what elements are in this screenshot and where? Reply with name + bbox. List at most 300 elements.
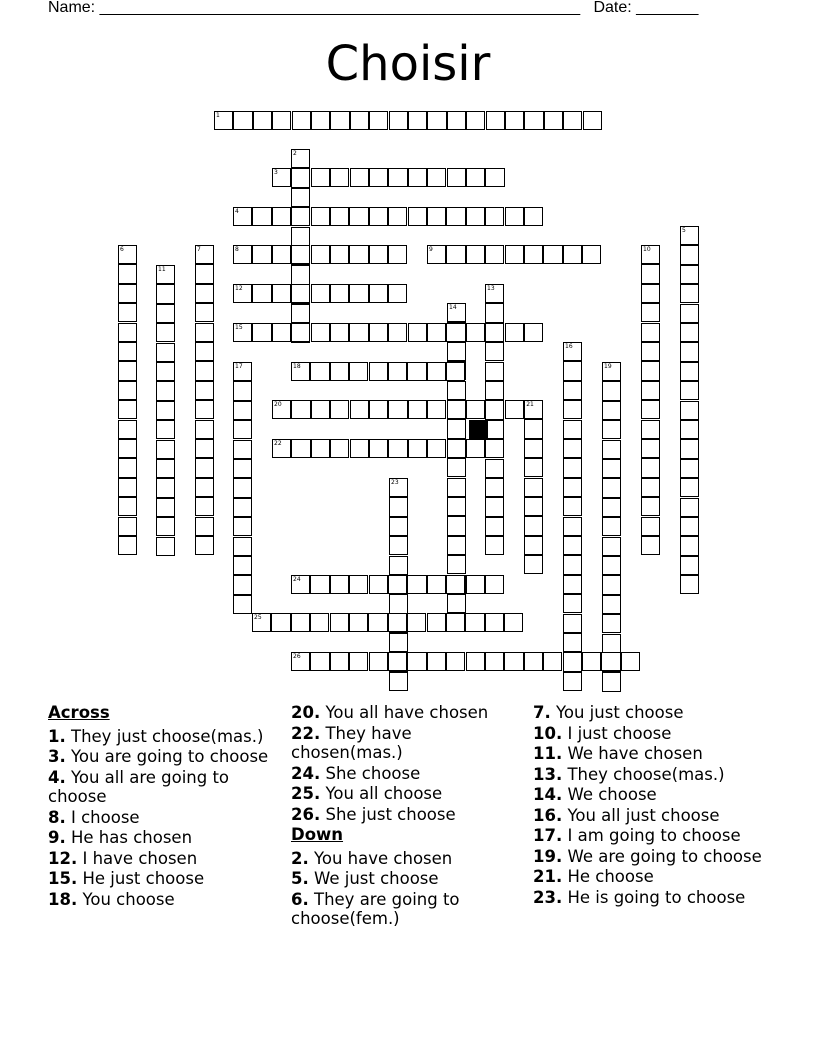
grid-cell[interactable] bbox=[118, 497, 137, 516]
grid-cell[interactable] bbox=[602, 537, 621, 556]
grid-cell[interactable] bbox=[349, 575, 368, 594]
grid-cell[interactable] bbox=[350, 168, 369, 187]
grid-cell[interactable] bbox=[389, 517, 408, 536]
grid-cell[interactable] bbox=[291, 284, 310, 303]
grid-cell[interactable] bbox=[408, 439, 427, 458]
grid-cell[interactable] bbox=[272, 245, 291, 264]
grid-cell[interactable] bbox=[252, 323, 271, 342]
grid-cell[interactable] bbox=[446, 245, 465, 264]
grid-cell[interactable] bbox=[485, 575, 504, 594]
grid-cell[interactable] bbox=[641, 245, 660, 264]
grid-cell[interactable] bbox=[311, 111, 330, 130]
grid-cell[interactable] bbox=[311, 323, 330, 342]
grid-cell[interactable] bbox=[524, 478, 543, 497]
grid-cell[interactable] bbox=[407, 362, 426, 381]
grid-cell[interactable] bbox=[524, 111, 543, 130]
grid-cell[interactable] bbox=[408, 111, 427, 130]
grid-cell[interactable] bbox=[680, 420, 699, 439]
grid-cell[interactable] bbox=[563, 478, 582, 497]
grid-cell[interactable] bbox=[388, 207, 407, 226]
grid-cell[interactable] bbox=[641, 478, 660, 497]
grid-cell[interactable] bbox=[602, 381, 621, 400]
grid-cell[interactable] bbox=[602, 420, 621, 439]
grid-cell[interactable] bbox=[311, 245, 330, 264]
grid-cell[interactable] bbox=[641, 381, 660, 400]
grid-cell[interactable] bbox=[641, 400, 660, 419]
grid-cell[interactable] bbox=[427, 652, 446, 671]
grid-cell[interactable] bbox=[524, 458, 543, 477]
grid-cell[interactable] bbox=[156, 459, 175, 478]
grid-cell[interactable] bbox=[447, 419, 466, 438]
grid-cell[interactable] bbox=[407, 652, 426, 671]
grid-cell[interactable] bbox=[447, 497, 466, 516]
grid-cell[interactable] bbox=[466, 439, 485, 458]
grid-cell[interactable] bbox=[680, 304, 699, 323]
grid-cell[interactable] bbox=[505, 245, 524, 264]
grid-cell[interactable] bbox=[156, 440, 175, 459]
grid-cell[interactable] bbox=[271, 613, 290, 632]
grid-cell[interactable] bbox=[389, 111, 408, 130]
grid-cell[interactable] bbox=[602, 595, 621, 614]
grid-cell[interactable] bbox=[195, 264, 214, 283]
grid-cell[interactable] bbox=[369, 652, 388, 671]
grid-cell[interactable] bbox=[389, 633, 408, 652]
date-blank[interactable]: _______ bbox=[636, 0, 699, 16]
grid-cell[interactable] bbox=[446, 323, 465, 342]
grid-cell[interactable] bbox=[233, 284, 252, 303]
grid-cell[interactable] bbox=[447, 381, 466, 400]
grid-cell[interactable] bbox=[602, 575, 621, 594]
grid-cell[interactable] bbox=[466, 245, 485, 264]
grid-cell[interactable] bbox=[118, 284, 137, 303]
grid-cell[interactable] bbox=[485, 323, 504, 342]
grid-cell[interactable] bbox=[330, 207, 349, 226]
grid-cell[interactable] bbox=[195, 245, 214, 264]
grid-cell[interactable] bbox=[330, 575, 349, 594]
grid-cell[interactable] bbox=[505, 111, 524, 130]
grid-cell[interactable] bbox=[388, 575, 407, 594]
grid-cell[interactable] bbox=[156, 478, 175, 497]
grid-cell[interactable] bbox=[602, 401, 621, 420]
grid-cell[interactable] bbox=[447, 478, 466, 497]
name-blank[interactable]: ______________________________________________________ bbox=[99, 0, 581, 16]
grid-cell[interactable] bbox=[291, 439, 310, 458]
grid-cell[interactable] bbox=[330, 652, 349, 671]
grid-cell[interactable] bbox=[446, 362, 465, 381]
grid-cell[interactable] bbox=[369, 362, 388, 381]
grid-cell[interactable] bbox=[389, 594, 408, 613]
grid-cell[interactable] bbox=[233, 440, 252, 459]
grid-cell[interactable] bbox=[447, 516, 466, 535]
grid-cell[interactable] bbox=[505, 400, 524, 419]
grid-cell[interactable] bbox=[641, 420, 660, 439]
grid-cell[interactable] bbox=[156, 362, 175, 381]
grid-cell[interactable] bbox=[680, 439, 699, 458]
grid-cell[interactable] bbox=[641, 361, 660, 380]
grid-cell[interactable] bbox=[447, 594, 466, 613]
grid-cell[interactable] bbox=[349, 613, 368, 632]
grid-cell[interactable] bbox=[680, 342, 699, 361]
grid-cell[interactable] bbox=[641, 458, 660, 477]
grid-cell[interactable] bbox=[330, 323, 349, 342]
grid-cell[interactable] bbox=[447, 342, 466, 361]
grid-cell[interactable] bbox=[641, 517, 660, 536]
grid-cell[interactable] bbox=[388, 652, 407, 671]
grid-cell[interactable] bbox=[602, 498, 621, 517]
grid-cell[interactable] bbox=[485, 303, 504, 322]
grid-cell[interactable] bbox=[641, 342, 660, 361]
grid-cell[interactable] bbox=[388, 323, 407, 342]
grid-cell[interactable] bbox=[389, 556, 408, 575]
grid-cell[interactable] bbox=[680, 575, 699, 594]
grid-cell[interactable] bbox=[601, 652, 620, 671]
grid-cell[interactable] bbox=[291, 613, 310, 632]
grid-cell[interactable] bbox=[680, 245, 699, 264]
grid-cell[interactable] bbox=[485, 381, 504, 400]
grid-cell[interactable] bbox=[369, 284, 388, 303]
grid-cell[interactable] bbox=[602, 362, 621, 381]
grid-cell[interactable] bbox=[252, 245, 271, 264]
grid-cell[interactable] bbox=[602, 478, 621, 497]
grid-cell[interactable] bbox=[485, 439, 504, 458]
grid-cell[interactable] bbox=[427, 362, 446, 381]
grid-cell[interactable] bbox=[563, 439, 582, 458]
grid-cell[interactable] bbox=[118, 323, 137, 342]
grid-cell[interactable] bbox=[156, 401, 175, 420]
grid-cell[interactable] bbox=[350, 400, 369, 419]
grid-cell[interactable] bbox=[543, 652, 562, 671]
grid-cell[interactable] bbox=[427, 439, 446, 458]
grid-cell[interactable] bbox=[253, 111, 272, 130]
grid-cell[interactable] bbox=[524, 497, 543, 516]
grid-cell[interactable] bbox=[641, 439, 660, 458]
grid-cell[interactable] bbox=[195, 400, 214, 419]
grid-cell[interactable] bbox=[485, 652, 504, 671]
grid-cell[interactable] bbox=[349, 284, 368, 303]
grid-cell[interactable] bbox=[563, 536, 582, 555]
grid-cell[interactable] bbox=[349, 207, 368, 226]
grid-cell[interactable] bbox=[680, 226, 699, 245]
grid-cell[interactable] bbox=[311, 168, 330, 187]
grid-cell[interactable] bbox=[118, 439, 137, 458]
grid-cell[interactable] bbox=[602, 517, 621, 536]
grid-cell[interactable] bbox=[680, 517, 699, 536]
grid-cell[interactable] bbox=[544, 111, 563, 130]
grid-cell[interactable] bbox=[446, 207, 465, 226]
grid-cell[interactable] bbox=[349, 362, 368, 381]
grid-cell[interactable] bbox=[330, 284, 349, 303]
grid-cell[interactable] bbox=[563, 342, 582, 361]
grid-cell[interactable] bbox=[466, 168, 485, 187]
grid-cell[interactable] bbox=[485, 613, 504, 632]
grid-cell[interactable] bbox=[233, 401, 252, 420]
grid-cell[interactable] bbox=[195, 517, 214, 536]
grid-cell[interactable] bbox=[195, 536, 214, 555]
grid-cell[interactable] bbox=[485, 517, 504, 536]
grid-cell[interactable] bbox=[447, 111, 466, 130]
grid-cell[interactable] bbox=[195, 342, 214, 361]
grid-cell[interactable] bbox=[641, 303, 660, 322]
grid-cell[interactable] bbox=[427, 323, 446, 342]
grid-cell[interactable] bbox=[233, 420, 252, 439]
grid-cell[interactable] bbox=[602, 634, 621, 653]
grid-cell[interactable] bbox=[310, 613, 329, 632]
grid-cell[interactable] bbox=[195, 458, 214, 477]
grid-cell[interactable] bbox=[272, 284, 291, 303]
grid-cell[interactable] bbox=[524, 536, 543, 555]
grid-cell[interactable] bbox=[349, 652, 368, 671]
grid-cell[interactable] bbox=[156, 323, 175, 342]
grid-cell[interactable] bbox=[621, 652, 640, 671]
grid-cell[interactable] bbox=[349, 245, 368, 264]
grid-cell[interactable] bbox=[427, 400, 446, 419]
grid-cell[interactable] bbox=[330, 168, 349, 187]
grid-cell[interactable] bbox=[291, 245, 310, 264]
grid-cell[interactable] bbox=[680, 401, 699, 420]
grid-cell[interactable] bbox=[214, 111, 233, 130]
grid-cell[interactable] bbox=[486, 111, 505, 130]
grid-cell[interactable] bbox=[156, 343, 175, 362]
grid-cell[interactable] bbox=[195, 284, 214, 303]
grid-cell[interactable] bbox=[563, 517, 582, 536]
grid-cell[interactable] bbox=[563, 633, 582, 652]
grid-cell[interactable] bbox=[582, 245, 601, 264]
grid-cell[interactable] bbox=[543, 245, 562, 264]
grid-cell[interactable] bbox=[330, 439, 349, 458]
grid-cell[interactable] bbox=[485, 497, 504, 516]
grid-cell[interactable] bbox=[291, 362, 310, 381]
grid-cell[interactable] bbox=[563, 458, 582, 477]
grid-cell[interactable] bbox=[641, 323, 660, 342]
grid-cell[interactable] bbox=[311, 207, 330, 226]
grid-cell[interactable] bbox=[466, 323, 485, 342]
grid-cell[interactable] bbox=[563, 672, 582, 691]
grid-cell[interactable] bbox=[447, 400, 466, 419]
grid-cell[interactable] bbox=[389, 497, 408, 516]
grid-cell[interactable] bbox=[680, 478, 699, 497]
grid-cell[interactable] bbox=[330, 400, 349, 419]
grid-cell[interactable] bbox=[504, 652, 523, 671]
grid-cell[interactable] bbox=[524, 516, 543, 535]
grid-cell[interactable] bbox=[563, 420, 582, 439]
grid-cell[interactable] bbox=[408, 168, 427, 187]
grid-cell[interactable] bbox=[330, 613, 349, 632]
grid-cell[interactable] bbox=[349, 323, 368, 342]
grid-cell[interactable] bbox=[156, 284, 175, 303]
grid-cell[interactable] bbox=[233, 498, 252, 517]
grid-cell[interactable] bbox=[427, 245, 446, 264]
grid-cell[interactable] bbox=[602, 672, 621, 691]
grid-cell[interactable] bbox=[505, 207, 524, 226]
grid-cell[interactable] bbox=[524, 652, 543, 671]
grid-cell[interactable] bbox=[233, 381, 252, 400]
grid-cell[interactable] bbox=[389, 672, 408, 691]
grid-cell[interactable] bbox=[272, 439, 291, 458]
grid-cell[interactable] bbox=[291, 265, 310, 284]
grid-cell[interactable] bbox=[233, 207, 252, 226]
grid-cell[interactable] bbox=[388, 362, 407, 381]
grid-cell[interactable] bbox=[563, 555, 582, 574]
grid-cell[interactable] bbox=[427, 207, 446, 226]
grid-cell[interactable] bbox=[233, 459, 252, 478]
grid-cell[interactable] bbox=[485, 284, 504, 303]
grid-cell[interactable] bbox=[388, 284, 407, 303]
grid-cell[interactable] bbox=[272, 168, 291, 187]
grid-cell[interactable] bbox=[156, 517, 175, 536]
grid-cell[interactable] bbox=[408, 400, 427, 419]
grid-cell[interactable] bbox=[195, 439, 214, 458]
grid-cell[interactable] bbox=[252, 284, 271, 303]
grid-cell[interactable] bbox=[447, 439, 466, 458]
grid-cell[interactable] bbox=[524, 323, 543, 342]
grid-cell[interactable] bbox=[485, 342, 504, 361]
grid-cell[interactable] bbox=[680, 498, 699, 517]
grid-cell[interactable] bbox=[446, 613, 465, 632]
grid-cell[interactable] bbox=[680, 265, 699, 284]
grid-cell[interactable] bbox=[563, 111, 582, 130]
grid-cell[interactable] bbox=[330, 245, 349, 264]
grid-cell[interactable] bbox=[311, 439, 330, 458]
grid-cell[interactable] bbox=[447, 303, 466, 322]
grid-cell[interactable] bbox=[118, 458, 137, 477]
grid-cell[interactable] bbox=[641, 284, 660, 303]
grid-cell[interactable] bbox=[680, 459, 699, 478]
grid-cell[interactable] bbox=[272, 323, 291, 342]
grid-cell[interactable] bbox=[291, 188, 310, 207]
grid-cell[interactable] bbox=[291, 227, 310, 246]
grid-cell[interactable] bbox=[563, 614, 582, 633]
grid-cell[interactable] bbox=[118, 361, 137, 380]
grid-cell[interactable] bbox=[233, 537, 252, 556]
grid-cell[interactable] bbox=[330, 362, 349, 381]
grid-cell[interactable] bbox=[350, 439, 369, 458]
grid-cell[interactable] bbox=[563, 575, 582, 594]
grid-cell[interactable] bbox=[485, 400, 504, 419]
grid-cell[interactable] bbox=[233, 362, 252, 381]
grid-cell[interactable] bbox=[368, 613, 387, 632]
grid-cell[interactable] bbox=[369, 168, 388, 187]
grid-cell[interactable] bbox=[156, 537, 175, 556]
grid-cell[interactable] bbox=[292, 111, 311, 130]
grid-cell[interactable] bbox=[195, 420, 214, 439]
grid-cell[interactable] bbox=[233, 323, 252, 342]
grid-cell[interactable] bbox=[118, 478, 137, 497]
grid-cell[interactable] bbox=[447, 458, 466, 477]
grid-cell[interactable] bbox=[427, 111, 446, 130]
grid-cell[interactable] bbox=[680, 323, 699, 342]
grid-cell[interactable] bbox=[389, 536, 408, 555]
grid-cell[interactable] bbox=[310, 575, 329, 594]
grid-cell[interactable] bbox=[118, 264, 137, 283]
grid-cell[interactable] bbox=[195, 303, 214, 322]
grid-cell[interactable] bbox=[330, 111, 349, 130]
grid-cell[interactable] bbox=[156, 265, 175, 284]
grid-cell[interactable] bbox=[369, 111, 388, 130]
grid-cell[interactable] bbox=[466, 207, 485, 226]
grid-cell[interactable] bbox=[563, 400, 582, 419]
grid-cell[interactable] bbox=[563, 245, 582, 264]
grid-cell[interactable] bbox=[524, 245, 543, 264]
grid-cell[interactable] bbox=[466, 400, 485, 419]
grid-cell[interactable] bbox=[602, 459, 621, 478]
grid-cell[interactable] bbox=[485, 168, 504, 187]
grid-cell[interactable] bbox=[407, 613, 426, 632]
grid-cell[interactable] bbox=[272, 400, 291, 419]
grid-cell[interactable] bbox=[195, 381, 214, 400]
grid-cell[interactable] bbox=[641, 536, 660, 555]
grid-cell[interactable] bbox=[447, 168, 466, 187]
grid-cell[interactable] bbox=[505, 323, 524, 342]
grid-cell[interactable] bbox=[446, 652, 465, 671]
grid-cell[interactable] bbox=[118, 420, 137, 439]
grid-cell[interactable] bbox=[389, 478, 408, 497]
grid-cell[interactable] bbox=[427, 168, 446, 187]
grid-cell[interactable] bbox=[563, 594, 582, 613]
grid-cell[interactable] bbox=[369, 575, 388, 594]
grid-cell[interactable] bbox=[563, 381, 582, 400]
grid-cell[interactable] bbox=[233, 111, 252, 130]
grid-cell[interactable] bbox=[233, 595, 252, 614]
grid-cell[interactable] bbox=[466, 575, 485, 594]
grid-cell[interactable] bbox=[485, 459, 504, 478]
grid-cell[interactable] bbox=[388, 245, 407, 264]
grid-cell[interactable] bbox=[388, 439, 407, 458]
grid-cell[interactable] bbox=[427, 575, 446, 594]
grid-cell[interactable] bbox=[350, 111, 369, 130]
grid-cell[interactable] bbox=[195, 478, 214, 497]
grid-cell[interactable] bbox=[156, 381, 175, 400]
grid-cell[interactable] bbox=[485, 362, 504, 381]
grid-cell[interactable] bbox=[446, 575, 465, 594]
grid-cell[interactable] bbox=[524, 207, 543, 226]
grid-cell[interactable] bbox=[388, 613, 407, 632]
grid-cell[interactable] bbox=[582, 652, 601, 671]
grid-cell[interactable] bbox=[311, 284, 330, 303]
grid-cell[interactable] bbox=[195, 497, 214, 516]
grid-cell[interactable] bbox=[602, 440, 621, 459]
grid-cell[interactable] bbox=[680, 284, 699, 303]
grid-cell[interactable] bbox=[466, 111, 485, 130]
grid-cell[interactable] bbox=[680, 556, 699, 575]
grid-cell[interactable] bbox=[118, 536, 137, 555]
grid-cell[interactable] bbox=[291, 652, 310, 671]
grid-cell[interactable] bbox=[291, 323, 310, 342]
grid-cell[interactable] bbox=[291, 304, 310, 323]
grid-cell[interactable] bbox=[680, 381, 699, 400]
grid-cell[interactable] bbox=[195, 361, 214, 380]
grid-cell[interactable] bbox=[233, 575, 252, 594]
grid-cell[interactable] bbox=[447, 536, 466, 555]
grid-cell[interactable] bbox=[485, 478, 504, 497]
grid-cell[interactable] bbox=[583, 111, 602, 130]
grid-cell[interactable] bbox=[291, 400, 310, 419]
grid-cell[interactable] bbox=[118, 400, 137, 419]
grid-cell[interactable] bbox=[233, 517, 252, 536]
grid-cell[interactable] bbox=[118, 303, 137, 322]
grid-cell[interactable] bbox=[118, 342, 137, 361]
grid-cell[interactable] bbox=[252, 613, 271, 632]
grid-cell[interactable] bbox=[291, 207, 310, 226]
grid-cell[interactable] bbox=[465, 613, 484, 632]
grid-cell[interactable] bbox=[118, 381, 137, 400]
grid-cell[interactable] bbox=[118, 245, 137, 264]
grid-cell[interactable] bbox=[504, 613, 523, 632]
grid-cell[interactable] bbox=[641, 497, 660, 516]
grid-cell[interactable] bbox=[156, 304, 175, 323]
grid-cell[interactable] bbox=[291, 149, 310, 168]
grid-cell[interactable] bbox=[602, 614, 621, 633]
grid-cell[interactable] bbox=[408, 207, 427, 226]
